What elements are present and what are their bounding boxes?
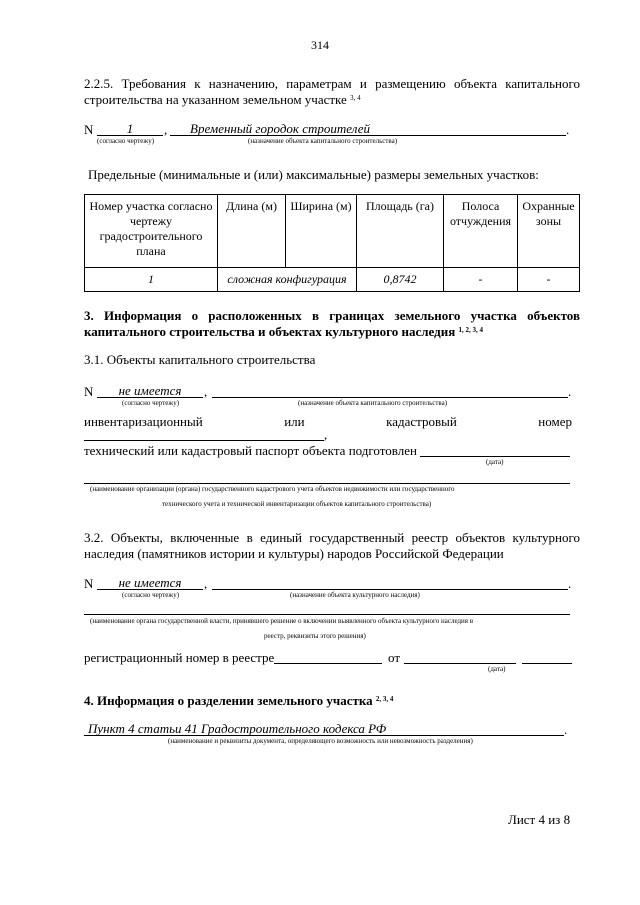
caption: (согласно чертежу)	[122, 591, 180, 599]
caption: (наименование организации (органа) государственного кадастрового учета объектов недвижимости или государственного	[90, 485, 455, 493]
footnote-ref: 1, 2, 3, 4	[458, 326, 484, 334]
passport-text: технический или кадастровый паспорт объекта подготовлен	[84, 443, 417, 458]
caption: (дата)	[486, 458, 504, 466]
plot-number-value: 1	[126, 121, 134, 136]
division-document-value: Пункт 4 статьи 41 Градостроительного кодекса РФ	[88, 721, 387, 736]
section-2-2-5-title: 2.2.5. Требования к назначению, параметрам и размещению объекта капитального строительства на указанном земельном участке $^{3, 4}$	[84, 76, 580, 107]
table-cell: сложная конфигурация	[218, 268, 357, 292]
n-label: N	[84, 576, 94, 591]
table-header: Полоса отчуждения	[444, 195, 518, 268]
n-label: N	[84, 384, 94, 399]
caption: (согласно чертежу)	[122, 399, 180, 407]
registry-text: регистрационный номер в реестре	[84, 650, 275, 665]
table-header: Длина (м)	[218, 195, 286, 268]
section-4-title: 4. Информация о разделении земельного участка $^{2, 3, 4}$	[84, 693, 394, 708]
heritage-object-value: не имеется	[118, 575, 182, 590]
sheet-counter: Лист 4 из 8	[508, 812, 571, 827]
object-purpose-value: Временный городок строителей	[190, 121, 370, 136]
inventory-line: инвентаризационный или кадастровый номер	[84, 414, 572, 429]
caption: (назначение объекта культурного наследия)	[290, 591, 420, 599]
footnote-ref: 3, 4	[350, 94, 361, 102]
caption: технического учета и технической инвентаризации объектов капитального строительства)	[162, 500, 432, 508]
page-number: 314	[311, 38, 329, 52]
caption: (наименование и реквизиты документа, определяющего возможность или невозможность разделения)	[168, 737, 473, 745]
section-3-1-title: 3.1. Объекты капитального строительства	[84, 352, 316, 367]
table-cell: -	[518, 268, 580, 292]
table-header: Ширина (м)	[286, 195, 357, 268]
caption: реестр, реквизиты этого решения)	[264, 632, 366, 640]
caption: (назначение объекта капитального строительства)	[248, 137, 398, 145]
limits-intro: Предельные (минимальные и (или) максимальные) размеры земельных участков:	[88, 167, 539, 182]
limits-table	[84, 194, 580, 292]
table-header: Площадь (га)	[357, 195, 444, 268]
caption: (согласно чертежу)	[97, 137, 155, 145]
footnote-ref: 2, 3, 4	[375, 695, 394, 703]
caption: (дата)	[488, 665, 506, 673]
n-label: N	[84, 122, 94, 137]
table-header: Номер участка согласно чертежу градостроительного плана	[85, 195, 218, 268]
section-3-title: 3. Информация о расположенных в границах земельного участка объектов капитального строительства и объектах культурного наследия $^{1, 2, 3, 4}$	[84, 308, 580, 339]
caption: (назначение объекта капитального строительства)	[298, 399, 448, 407]
table-cell: 1	[85, 268, 218, 292]
caption: (наименование органа государственной власти, принявшего решение о включении выявленного объекта культурного наследия в	[90, 617, 474, 625]
section-3-2-title: 3.2. Объекты, включенные в единый государственный реестр объектов культурного наследия (памятников истории и культуры) народов Российской Федерации	[84, 530, 580, 561]
cap-object-value: не имеется	[118, 383, 182, 398]
table-cell: 0,8742	[357, 268, 444, 292]
table-cell: -	[444, 268, 518, 292]
table-header: Охранные зоны	[518, 195, 580, 268]
